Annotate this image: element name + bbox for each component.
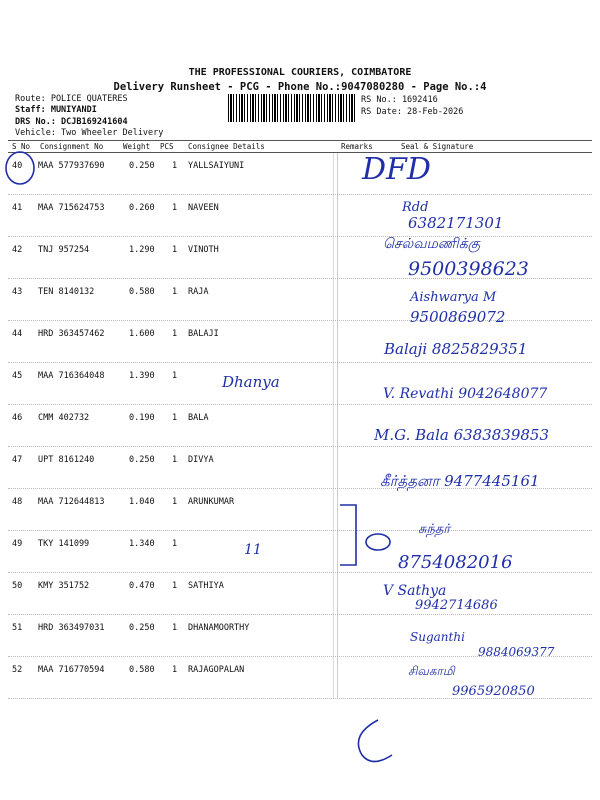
row-weight: 1.600 xyxy=(129,329,155,339)
row-sno: 41 xyxy=(12,203,23,213)
rs-number: RS No.: 1692416 xyxy=(361,95,438,105)
row-weight: 0.250 xyxy=(129,455,155,465)
handwritten-signature: Aishwarya M xyxy=(410,290,497,305)
handwritten-signature: Suganthi xyxy=(410,630,465,644)
row-consignee: DHANAMOORTHY xyxy=(188,623,250,633)
handwritten-phone: 9884069377 xyxy=(478,645,555,659)
row-consignment: UPT 8161240 xyxy=(38,455,95,465)
row-pcs: 1 xyxy=(172,623,178,633)
row-sno: 44 xyxy=(12,329,23,339)
row-pcs: 1 xyxy=(172,329,178,339)
row-pcs: 1 xyxy=(172,161,178,171)
row-consignment: HRD 363497031 xyxy=(38,623,105,633)
row-consignment: CMM 402732 xyxy=(38,413,90,423)
row-weight: 0.470 xyxy=(129,581,155,591)
row-weight: 0.250 xyxy=(129,161,155,171)
row-pcs: 1 xyxy=(172,287,178,297)
row-consignment: MAA 716364048 xyxy=(38,371,105,381)
row-sno: 48 xyxy=(12,497,23,507)
row-consignee: DIVYA xyxy=(188,455,214,465)
handwritten-signature: கீர்த்தனா 9477445161 xyxy=(380,472,540,490)
row-pcs: 1 xyxy=(172,203,178,213)
row-weight: 1.340 xyxy=(129,539,155,549)
handwritten-remark: DFD xyxy=(362,152,431,187)
route-info: Route: POLICE QUATERES xyxy=(15,94,128,104)
rs-date: RS Date: 28-Feb-2026 xyxy=(361,107,464,117)
handwritten-phone: 6382171301 xyxy=(408,214,504,232)
handwritten-signature: M.G. Bala 6383839853 xyxy=(374,426,550,444)
row-weight: 0.250 xyxy=(129,623,155,633)
row-pcs: 1 xyxy=(172,665,178,675)
handwritten-signature: Rdd xyxy=(402,200,429,215)
row-consignee: RAJA xyxy=(188,287,209,297)
row-weight: 0.580 xyxy=(129,665,155,675)
handwritten-signature: சுந்தர் xyxy=(418,522,451,537)
row-consignment: MAA 715624753 xyxy=(38,203,105,213)
page-end-mark xyxy=(358,720,392,762)
row-consignment: MAA 712644813 xyxy=(38,497,105,507)
runsheet-title: Delivery Runsheet - PCG - Phone No.:9047080280 - Page No.:4 xyxy=(113,81,487,93)
row-sno: 42 xyxy=(12,245,23,255)
row-consignment: TKY 141099 xyxy=(38,539,90,549)
handwritten-phone: 9500398623 xyxy=(408,258,529,280)
staff-info: Staff: MUNIYANDI xyxy=(15,105,97,115)
row-weight: 0.260 xyxy=(129,203,155,213)
col-remarks: Remarks xyxy=(341,142,373,151)
row-sno: 50 xyxy=(12,581,23,591)
row-consignee: NAVEEN xyxy=(188,203,219,213)
row-consignment: HRD 363457462 xyxy=(38,329,105,339)
handwritten-signature: V Sathya xyxy=(383,583,447,599)
row-weight: 1.290 xyxy=(129,245,155,255)
row-sno: 43 xyxy=(12,287,23,297)
handwritten-phone: 9500869072 xyxy=(410,308,506,326)
row-pcs: 1 xyxy=(172,413,178,423)
row-sno: 47 xyxy=(12,455,23,465)
handwritten-phone: 8754082016 xyxy=(398,552,513,573)
row-consignment: TNJ 957254 xyxy=(38,245,90,255)
row-consignee: BALAJI xyxy=(188,329,219,339)
row-sno: 45 xyxy=(12,371,23,381)
row-weight: 0.190 xyxy=(129,413,155,423)
row-sno: 46 xyxy=(12,413,23,423)
handwritten-signature: சிவகாமி xyxy=(408,664,455,678)
col-consignment: Consignment No xyxy=(40,142,104,151)
row-weight: 1.040 xyxy=(129,497,155,507)
row-consignee: BALA xyxy=(188,413,209,423)
row-consignment: TEN 8140132 xyxy=(38,287,95,297)
row-pcs: 1 xyxy=(172,455,178,465)
row-consignee: YALLSAIYUNI xyxy=(188,161,245,171)
handwritten-phone: 9965920850 xyxy=(452,684,535,699)
col-consignee-details: Consignee Details xyxy=(188,142,265,151)
row-pcs: 1 xyxy=(172,539,178,549)
row-consignment: MAA 716770594 xyxy=(38,665,105,675)
bracket-mark xyxy=(340,505,356,565)
drs-number: DRS No.: DCJB169241604 xyxy=(15,117,128,127)
row-sno: 51 xyxy=(12,623,23,633)
handwritten-phone: 9942714686 xyxy=(415,598,498,613)
row-sno: 40 xyxy=(12,161,23,171)
vehicle-info: Vehicle: Two Wheeler Delivery xyxy=(15,128,164,138)
row-consignment: MAA 577937690 xyxy=(38,161,105,171)
circled-sno-mark xyxy=(6,152,34,184)
handwritten-signature: V. Revathi 9042648077 xyxy=(383,386,548,402)
row-pcs: 1 xyxy=(172,371,178,381)
row-weight: 1.390 xyxy=(129,371,155,381)
row-pcs: 1 xyxy=(172,497,178,507)
col-pcs: PCS xyxy=(160,142,174,151)
handwritten-name: Dhanya xyxy=(222,373,280,391)
row-consignee: VINOTH xyxy=(188,245,219,255)
row-pcs: 1 xyxy=(172,245,178,255)
circle-mark xyxy=(366,534,390,550)
row-sno: 49 xyxy=(12,539,23,549)
handwritten-mark: 11 xyxy=(244,542,262,558)
handwritten-signature: செல்வமணிக்கு xyxy=(383,236,481,252)
row-sno: 52 xyxy=(12,665,23,675)
row-pcs: 1 xyxy=(172,581,178,591)
col-sno: S No xyxy=(12,142,31,151)
col-weight: Weight xyxy=(123,142,151,151)
row-consignment: KMY 351752 xyxy=(38,581,90,591)
handwritten-signature: Balaji 8825829351 xyxy=(384,340,528,358)
row-consignee: SATHIYA xyxy=(188,581,224,591)
company-title: THE PROFESSIONAL COURIERS, COIMBATORE xyxy=(188,67,412,78)
row-weight: 0.580 xyxy=(129,287,155,297)
col-seal-signature: Seal & Signature xyxy=(401,142,474,151)
row-consignee: RAJAGOPALAN xyxy=(188,665,245,675)
row-consignee: ARUNKUMAR xyxy=(188,497,235,507)
